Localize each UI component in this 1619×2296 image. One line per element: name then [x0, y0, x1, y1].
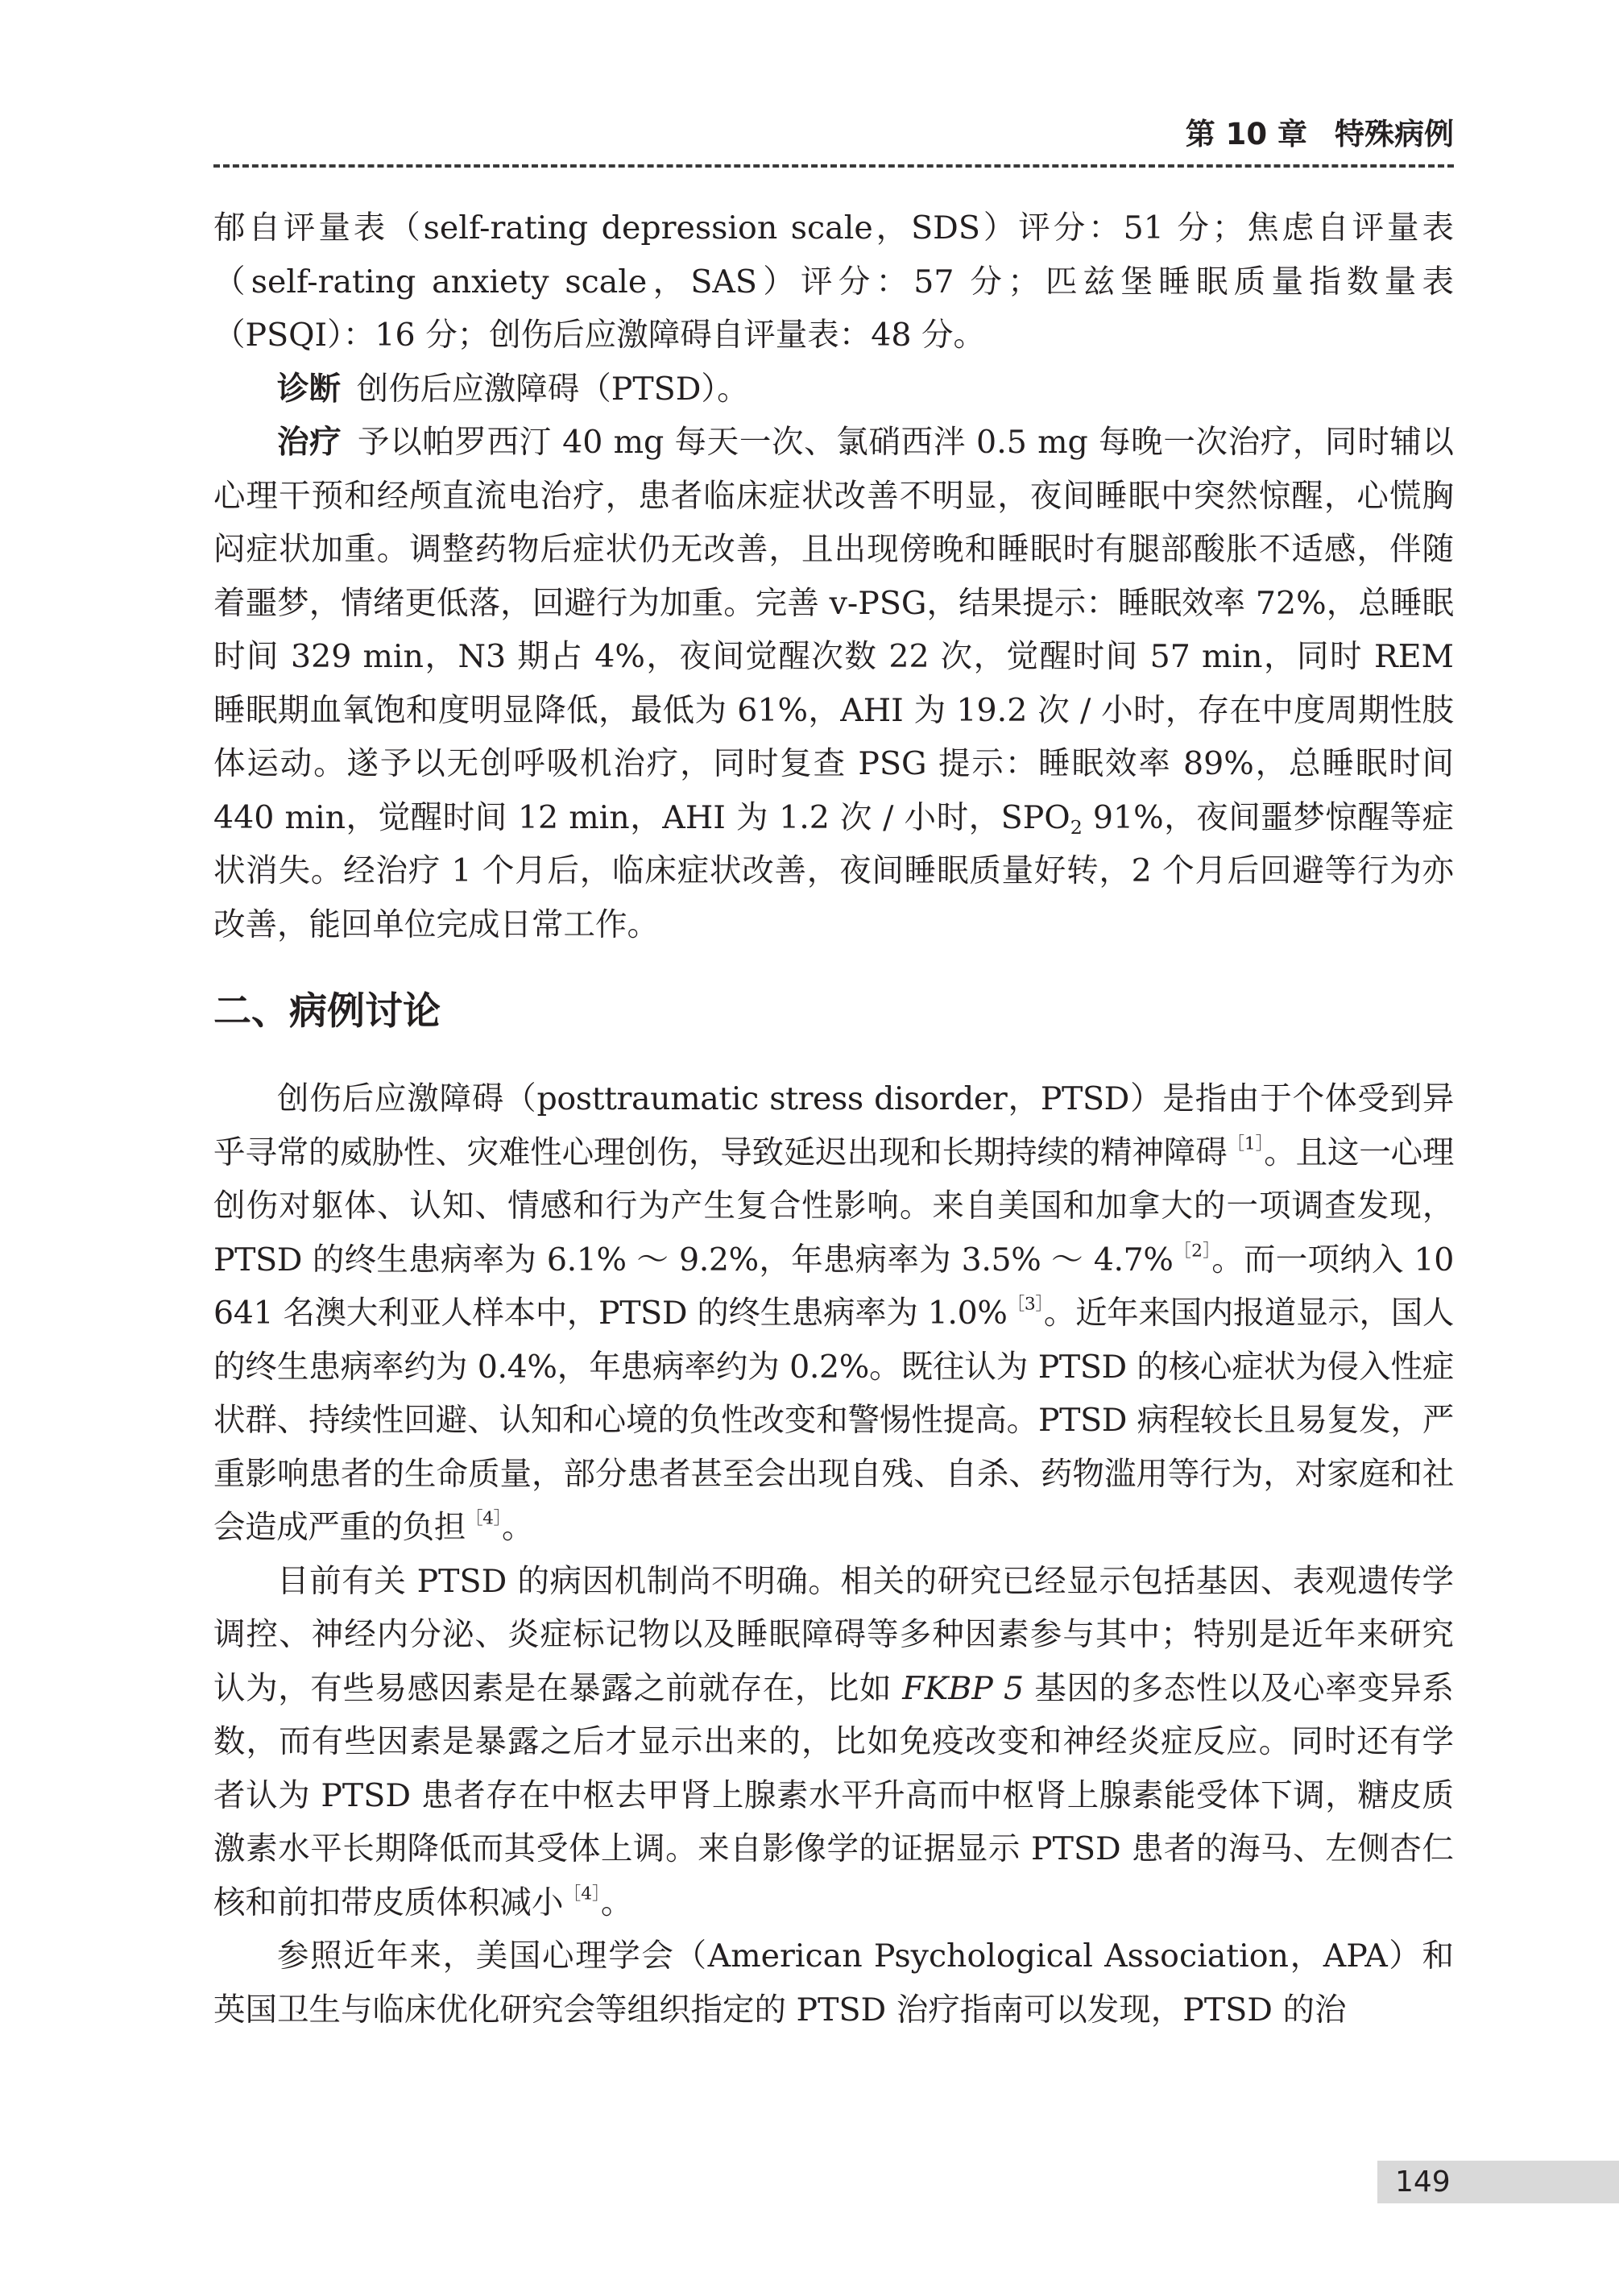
diagnosis-paragraph — [213, 363, 1454, 417]
treatment-text-end: 91%，夜间噩梦惊醒等症状消失。经治疗 1 个月后，临床症状改善，夜间睡眠质量好转，2 个月后回避等行为亦改善，能回单位完成日常工作。 — [213, 798, 1454, 943]
text-run: 基因的多态性以及心率变异系数，而有些因素是暴露之后才显示出来的，比如免疫改变和神经炎症反应。同时还有学者认为 PTSD 患者存在中枢去甲肾上腺素水平升高而中枢肾上腺素能受体下调，糖皮质激素水平长期降低而其受体上调。来自影像学的证据显示 PTSD 患者的海马、左侧杏仁核和前扣带皮质体积减小 — [213, 1669, 1454, 1921]
discussion-paragraph-2 — [213, 1555, 1454, 1930]
text-run: 。 — [600, 1884, 633, 1921]
text-run: 。 — [502, 1509, 534, 1546]
discussion-paragraph-1 — [213, 1072, 1454, 1555]
citation: ［2］ — [1173, 1241, 1212, 1262]
text-run: 创伤后应激障碍（posttraumatic stress disorder，PTSD）是指由于个体受到异乎寻常的威胁性、灾难性心理创伤，导致延迟出现和长期持续的精神障碍 — [213, 1080, 1454, 1171]
text-run: 目前有关 PTSD 的病因机制尚不明确。相关的研究已经显示包括基因、表观遗传学调控、神经内分泌、炎症标记物以及睡眠障碍等多种因素参与其中；特别是近年来研究认为，有些易感因素是在暴露之前就存在，比如 — [213, 1562, 1454, 1707]
citation: ［3］ — [1007, 1294, 1044, 1315]
citation: ［1］ — [1227, 1133, 1265, 1154]
running-head — [213, 114, 1454, 155]
text-run: 。近年来国内报道显示，国人的终生患病率约为 0.4%，年患病率约为 0.2%。既往认为 PTSD 的核心症状为侵入性症状群、持续性回避、认知和心境的负性改变和警惕性提高。PTSD 病程较长且易复发，严重影响患者的生命质量，部分患者甚至会出现自残、自杀、药物滥用等行为，对家庭和社会造成严重的负担 — [213, 1295, 1454, 1546]
chapter-title: 特殊病例 — [1335, 117, 1454, 151]
treatment-text: 予以帕罗西汀 40 mg 每天一次、氯硝西泮 0.5 mg 每晚一次治疗，同时辅以心理干预和经颅直流电治疗，患者临床症状改善不明显，夜间睡眠中突然惊醒，心慌胸闷症状加重。调整药物后症状仍无改善，且出现傍晚和睡眠时有腿部酸胀不适感，伴随着噩梦，情绪更低落，回避行为加重。完善 v-PSG，结果提示：睡眠效率 72%，总睡眠时间 329 min，N3 期占 4%，夜间觉醒次数 22 次，觉醒时间 57 min，同时 REM 睡眠期血氧饱和度明显降低，最低为 61%，AHI 为 19.2 次 / 小时，存在中度周期性肢体运动。遂予以无创呼吸机治疗，同时复查 PSG 提示：睡眠效率 89%，总睡眠时间 440 min，觉醒时间 12 min，AHI 为 1.2 次 / 小时，SPO — [213, 424, 1454, 836]
diagnosis-text: 创伤后应激障碍（PTSD）。 — [356, 370, 749, 408]
body-text — [213, 201, 1454, 2037]
diagnosis-label: 诊断 — [277, 370, 341, 408]
page-number: 149 — [1395, 2165, 1451, 2199]
text-run: 。且这一心理创伤对躯体、认知、情感和行为产生复合性影响。来自美国和加拿大的一项调查发现，PTSD 的终生患病率为 6.1% ～ 9.2%，年患病率为 3.5% ～ 4.7% — [213, 1133, 1454, 1279]
treatment-label: 治疗 — [277, 424, 342, 461]
chapter-number: 第 10 章 — [1185, 117, 1307, 151]
subscript: 2 — [1070, 815, 1083, 839]
gene-name: FKBP 5 — [902, 1669, 1025, 1707]
citation: ［4］ — [563, 1884, 601, 1904]
citation: ［4］ — [465, 1508, 503, 1529]
text-run: 。而一项纳入 10 641 名澳大利亚人样本中，PTSD 的终生患病率为 1.0% — [213, 1241, 1454, 1332]
scales-paragraph: 郁自评量表（self-rating depression scale，SDS）评分：51 分；焦虑自评量表（self-rating anxiety scale，SAS）评分：57 分；匹兹堡睡眠质量指数量表（PSQI）：16 分；创伤后应激障碍自评量表：48 分。 — [213, 209, 1454, 354]
header-dashed-rule — [213, 164, 1454, 168]
treatment-paragraph — [213, 416, 1454, 951]
section-heading: 二、病例讨论 — [213, 989, 441, 1034]
discussion-paragraph-3: 参照近年来，美国心理学会（American Psychological Association，APA）和英国卫生与临床优化研究会等组织指定的 PTSD 治疗指南可以发现，PTSD 的治 — [213, 1938, 1454, 2029]
